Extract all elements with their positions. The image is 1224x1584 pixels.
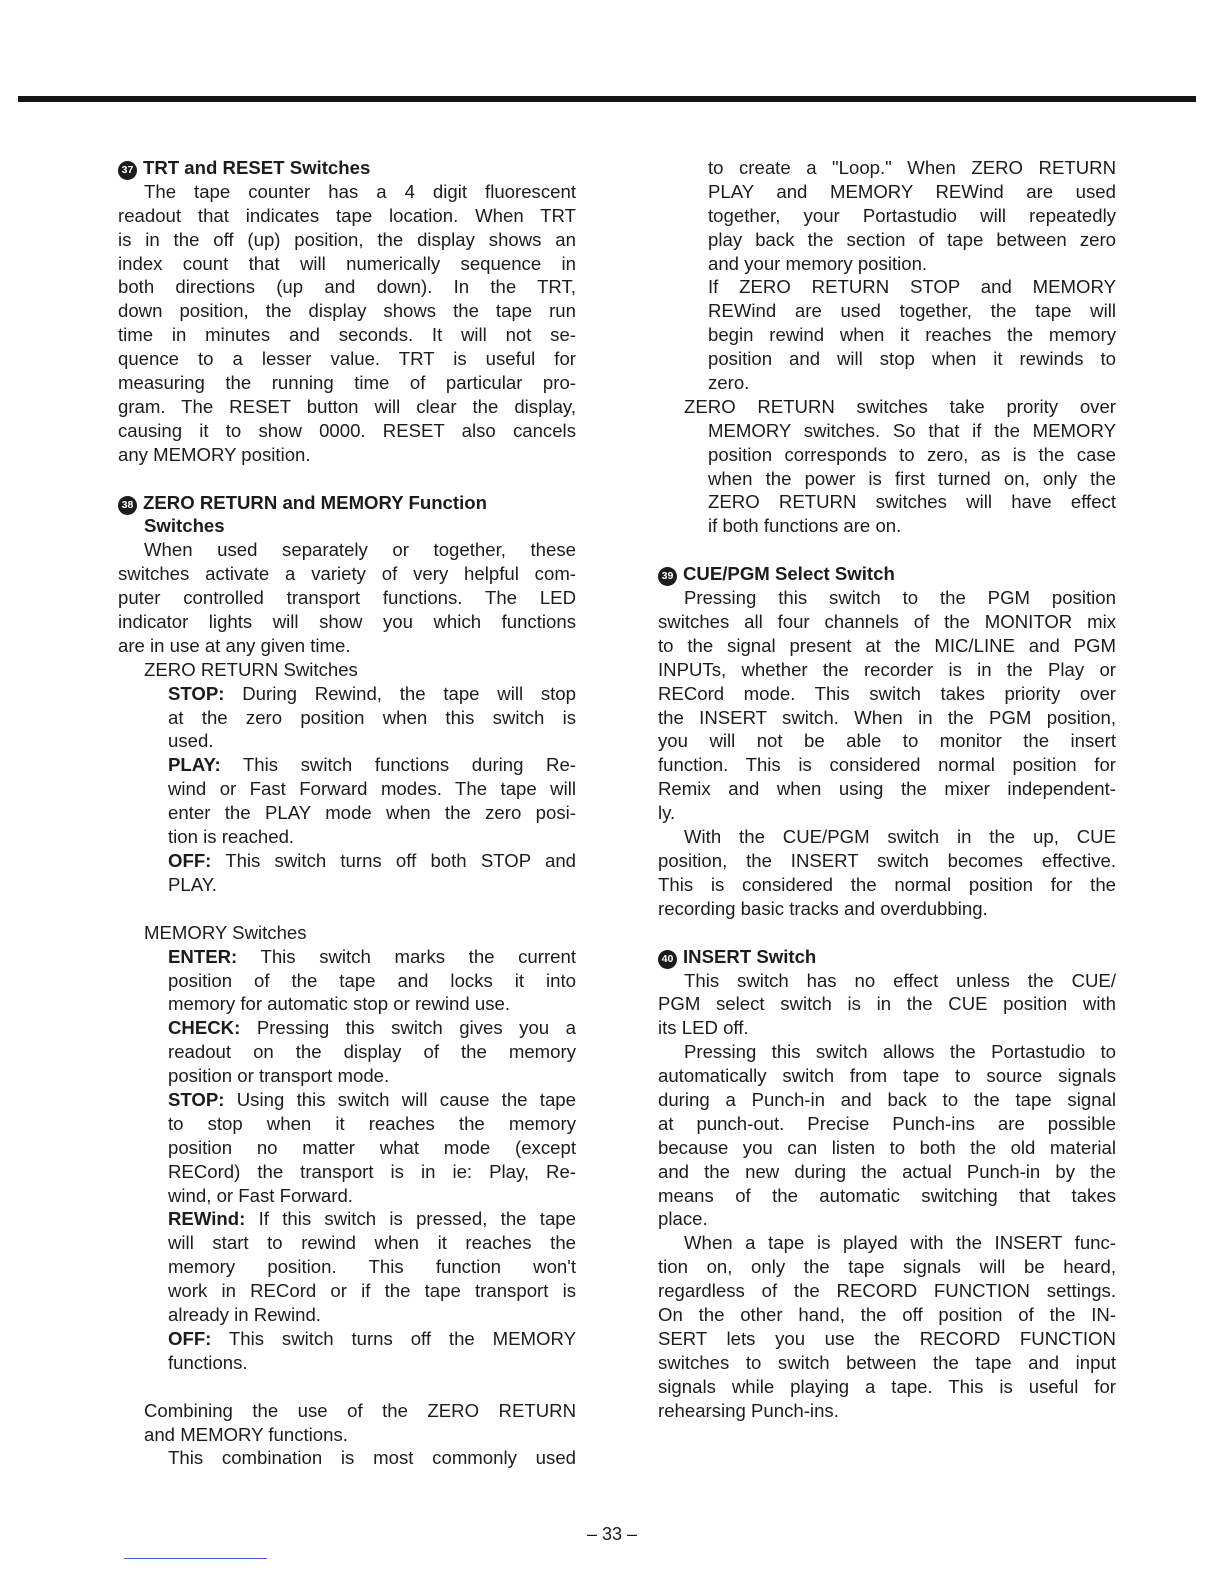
paragraph-line: enter the PLAY mode when the zero posi- (168, 802, 576, 824)
paragraph-line: SERT lets you use the RECORD FUNCTION (658, 1327, 1116, 1349)
paragraph-line: position no matter what mode (except (168, 1136, 576, 1158)
check-item: CHECK: Pressing this switch gives you a (168, 1017, 576, 1039)
item-label: ENTER: (168, 945, 238, 967)
item-label: REWind: (168, 1208, 246, 1230)
spacer (118, 1375, 576, 1399)
paragraph-line: quence to a lesser value. TRT is useful for (118, 348, 576, 370)
paragraph-line: RECord) the transport is in ie: Play, Re- (168, 1160, 576, 1182)
paragraph-line: Pressing this switch allows the Portastudio to (684, 1041, 1116, 1063)
paragraph-line: switches activate a variety of very helpful com- (118, 563, 576, 585)
paragraph-line: zero. (708, 372, 750, 394)
paragraph-line: switches all four channels of the MONITOR mix (658, 611, 1116, 633)
paragraph-line: the INSERT switch. When in the PGM position, (658, 706, 1116, 728)
paragraph-line: will start to rewind when it reaches the (168, 1232, 576, 1254)
section-number-badge: 38 (118, 496, 137, 515)
paragraph-line: MEMORY switches. So that if the MEMORY (708, 419, 1116, 441)
paragraph-line: to create a "Loop." When ZERO RETURN (708, 157, 1116, 178)
paragraph-line: puter controlled transport functions. The LED (118, 587, 576, 609)
item-label: OFF: (168, 849, 212, 871)
memory-stop-item: STOP: Using this switch will cause the tape (168, 1088, 576, 1110)
item-label: PLAY: (168, 754, 221, 776)
paragraph-line: wind or Fast Forward modes. The tape will (168, 778, 576, 800)
section-39-heading: 39 CUE/PGM Select Switch (658, 562, 1116, 586)
rewind-item: REWind: If this switch is pressed, the tape (168, 1208, 576, 1230)
section-38-heading-cont: Switches (144, 515, 225, 537)
spacer (118, 467, 576, 491)
paragraph-line: memory for automatic stop or rewind use. (168, 993, 511, 1015)
page-number: – 33 – (586, 1524, 638, 1544)
item-label: CHECK: (168, 1017, 241, 1039)
zero-return-subheading: ZERO RETURN Switches (144, 658, 358, 680)
paragraph-line: On the other hand, the off position of the IN- (658, 1303, 1116, 1325)
paragraph-line: When used separately or together, these (144, 539, 576, 561)
paragraph-line: rehearsing Punch-ins. (658, 1399, 839, 1421)
item-label: STOP: (168, 1088, 225, 1110)
paragraph-line: Pressing this switch to the PGM position (684, 587, 1116, 609)
paragraph-line: REWind are used together, the tape will (708, 300, 1116, 322)
section-number-badge: 37 (118, 161, 137, 180)
paragraph-line: position, the INSERT switch becomes effective. (658, 849, 1116, 871)
item-label: OFF: (168, 1327, 212, 1349)
paragraph-line: because you can listen to both the old material (658, 1136, 1116, 1158)
paragraph-line: When a tape is played with the INSERT func- (684, 1232, 1116, 1254)
paragraph-line: automatically switch from tape to source signals (658, 1065, 1116, 1087)
paragraph-line: RECord mode. This switch takes priority over (658, 682, 1116, 704)
paragraph-line: you will not be able to monitor the insert (658, 730, 1116, 752)
paragraph-line: measuring the running time of particular pro- (118, 372, 576, 394)
paragraph-line: play back the section of tape between zero (708, 228, 1116, 250)
paragraph-line: PLAY. (168, 873, 217, 895)
paragraph-line: readout that indicates tape location. When TRT (118, 204, 576, 226)
paragraph-line: tion on, only the tape signals will be heard, (658, 1256, 1116, 1278)
enter-item: ENTER: This switch marks the current (168, 945, 576, 967)
paragraph-line: any MEMORY position. (118, 443, 311, 465)
paragraph-line: tion is reached. (168, 826, 295, 848)
paragraph-line: switches to switch between the tape and input (658, 1351, 1116, 1373)
paragraph-line: at punch-out. Precise Punch-ins are possible (658, 1112, 1116, 1134)
section-40-heading: 40 INSERT Switch (658, 945, 1116, 969)
section-37-heading: 37 TRT and RESET Switches (118, 156, 576, 180)
paragraph-line: together, your Portastudio will repeatedly (708, 204, 1116, 226)
paragraph-line: indicator lights will show you which functions (118, 611, 576, 633)
paragraph-line: ly. (658, 802, 676, 824)
paragraph-line: position or transport mode. (168, 1065, 390, 1087)
paragraph-line: The tape counter has a 4 digit fluorescent (144, 180, 576, 202)
paragraph-line: to stop when it reaches the memory (168, 1112, 576, 1134)
paragraph-line: wind, or Fast Forward. (168, 1184, 353, 1206)
paragraph-line: readout on the display of the memory (168, 1041, 576, 1063)
paragraph-line: and the new during the actual Punch-in by the (658, 1160, 1116, 1182)
paragraph-line: ZERO RETURN switches take prority over (684, 395, 1116, 417)
spacer (658, 538, 1116, 562)
play-item: PLAY: This switch functions during Re- (168, 754, 576, 776)
section-number-badge: 40 (658, 950, 677, 969)
paragraph-line: This is considered the normal position for the (658, 873, 1116, 895)
stop-item: STOP: During Rewind, the tape will stop (168, 682, 576, 704)
left-column (118, 156, 576, 1470)
spacer (658, 921, 1116, 945)
paragraph-line: and your memory position. (708, 252, 928, 274)
paragraph-line: already in Rewind. (168, 1303, 321, 1325)
paragraph-line: memory position. This function won't (168, 1256, 576, 1278)
paragraph-line: begin rewind when it reaches the memory (708, 324, 1116, 346)
paragraph-line: recording basic tracks and overdubbing. (658, 897, 988, 919)
spacer (118, 897, 576, 921)
paragraph-line: used. (168, 730, 214, 752)
paragraph-line: when the power is first turned on, only the (708, 467, 1116, 489)
paragraph-line: place. (658, 1208, 708, 1230)
paragraph-line: PGM select switch is in the CUE position with (658, 993, 1116, 1015)
combining-subheading: Combining the use of the ZERO RETURN (144, 1399, 576, 1421)
paragraph-line: ZERO RETURN switches will have effect (708, 491, 1116, 513)
top-rule (18, 96, 1196, 102)
paragraph-line: means of the automatic switching that takes (658, 1184, 1116, 1206)
paragraph-line: down position, the display shows the tape run (118, 300, 576, 322)
paragraph-line: causing it to show 0000. RESET also cancels (118, 419, 576, 441)
off-item: OFF: This switch turns off both STOP and (168, 849, 576, 871)
paragraph-line: position of the tape and locks it into (168, 969, 576, 991)
memory-off-item: OFF: This switch turns off the MEMORY (168, 1327, 576, 1349)
section-number-badge: 39 (658, 567, 677, 586)
paragraph-line: is in the off (up) position, the display shows an (118, 228, 576, 250)
paragraph-line: time in minutes and seconds. It will not se- (118, 324, 576, 346)
paragraph-line: INPUTs, whether the recorder is in the Play or (658, 658, 1116, 680)
footer-link-underline (124, 1558, 267, 1559)
paragraph-line: If ZERO RETURN STOP and MEMORY (708, 276, 1116, 298)
right-column (658, 156, 1116, 1422)
paragraph-line: are in use at any given time. (118, 634, 351, 656)
paragraph-line: its LED off. (658, 1017, 749, 1039)
paragraph-line: PLAY and MEMORY REWind are used (708, 180, 1116, 202)
combining-subheading: and MEMORY functions. (144, 1423, 348, 1445)
paragraph-line: position and will stop when it rewinds to (708, 348, 1116, 370)
paragraph-line: index count that will numerically sequence in (118, 252, 576, 274)
paragraph-line: work in RECord or if the tape transport is (168, 1280, 576, 1302)
paragraph-line: functions. (168, 1351, 248, 1373)
memory-subheading: MEMORY Switches (144, 921, 307, 943)
paragraph-line: during a Punch-in and back to the tape signal (658, 1088, 1116, 1110)
paragraph-line: This combination is most commonly used (168, 1447, 576, 1469)
item-label: STOP: (168, 682, 225, 704)
paragraph-line: signals while playing a tape. This is useful for (658, 1375, 1116, 1397)
paragraph-line: This switch has no effect unless the CUE/ (684, 969, 1116, 991)
paragraph-line: Remix and when using the mixer independent- (658, 778, 1116, 800)
section-38-heading: 38 ZERO RETURN and MEMORY Function (118, 491, 576, 515)
paragraph-line: position corresponds to zero, as is the case (708, 443, 1116, 465)
paragraph-line: function. This is considered normal position for (658, 754, 1116, 776)
paragraph-line: if both functions are on. (708, 515, 902, 537)
paragraph-line: With the CUE/PGM switch in the up, CUE (684, 826, 1116, 848)
paragraph-line: to the signal present at the MIC/LINE and PGM (658, 634, 1116, 656)
paragraph-line: regardless of the RECORD FUNCTION settings. (658, 1280, 1116, 1302)
paragraph-line: both directions (up and down). In the TRT, (118, 276, 576, 298)
paragraph-line: at the zero position when this switch is (168, 706, 576, 728)
paragraph-line: gram. The RESET button will clear the display, (118, 395, 576, 417)
